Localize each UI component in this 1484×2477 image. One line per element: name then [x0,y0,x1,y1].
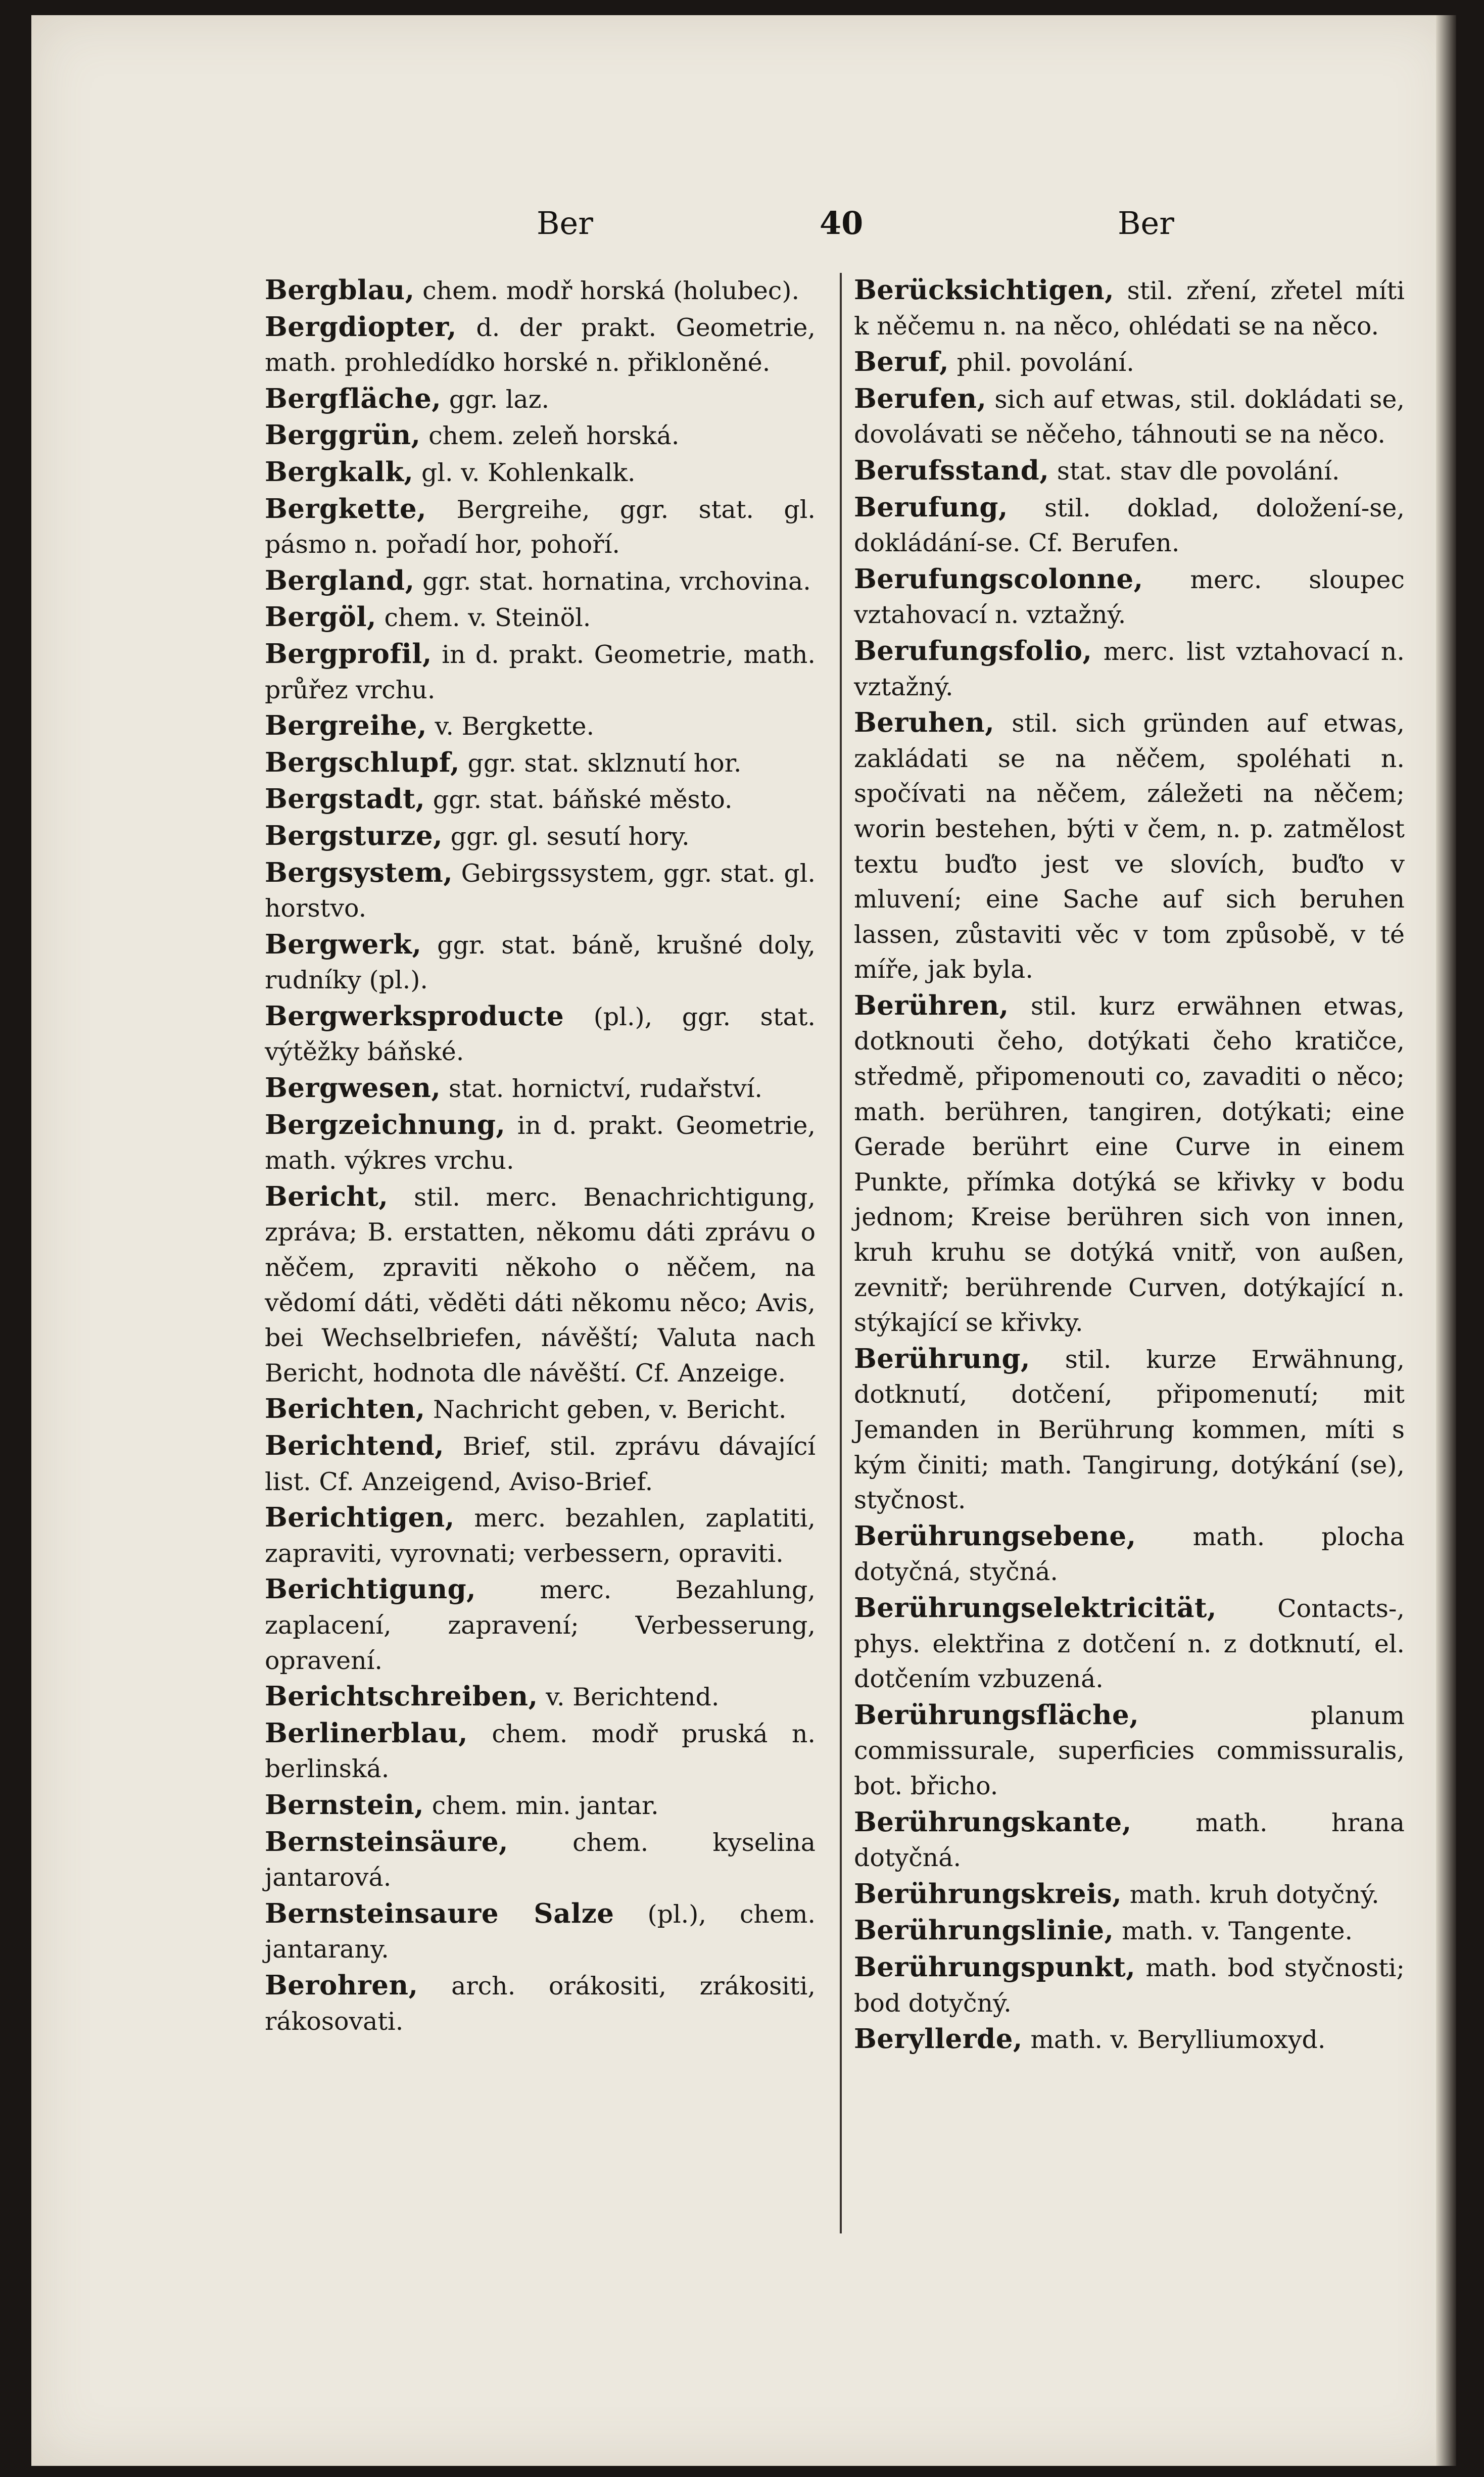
entry-headword: Berichtend, [265,1430,445,1461]
entry-definition: chem. kyselina jantarová. [265,1828,816,1892]
dictionary-entry [265,782,816,818]
entry-headword: Bergwesen, [265,1072,441,1104]
dictionary-entry [854,1805,1405,1876]
entry-definition: stil. doklad, doložení-se, dokládání-se. Cf. Berufen. [854,493,1405,558]
dictionary-entry [854,1591,1405,1697]
entry-headword: Berührungsebene, [854,1520,1136,1552]
entry-headword: Bericht, [265,1180,389,1212]
entry-definition: ggr. gl. sesutí hory. [443,822,690,851]
header-right-guide-word: Ber [1118,205,1174,242]
entry-definition: (pl.), chem. jantarany. [265,1899,816,1964]
dictionary-entry [265,1825,816,1895]
dictionary-page [31,15,1456,2466]
entry-headword: Bergfläche, [265,383,442,414]
dictionary-entry [854,382,1405,452]
dictionary-entry [265,1572,816,1678]
dictionary-entry [265,382,816,417]
dictionary-entry [854,562,1405,633]
entry-headword: Berichtigung, [265,1574,476,1605]
entry-definition: v. Berichtend. [538,1683,720,1712]
dictionary-entry [265,999,816,1070]
entry-definition: Nachricht geben, v. Bericht. [425,1395,787,1424]
entry-headword: Berührungselektricität, [854,1592,1217,1624]
dictionary-entry [854,1950,1405,2021]
entry-headword: Berufung, [854,491,1008,523]
column-divider [840,273,842,2233]
entry-headword: Beruf, [854,346,949,378]
dictionary-entry [854,988,1405,1341]
entry-headword: Berichtigen, [265,1502,455,1534]
entry-headword: Berührungslinie, [854,1915,1114,1946]
entry-definition: Bergreihe, ggr. stat. gl. pásmo n. pořadí hor, pohoří. [265,495,816,559]
dictionary-entry [854,453,1405,489]
entry-headword: Berufungscolonne, [854,563,1143,595]
entry-definition: ggr. laz. [441,385,550,414]
entry-definition: math. plocha dotyčná, styčná. [854,1522,1405,1587]
dictionary-entry [265,745,816,781]
entry-definition: math. hrana dotyčná. [854,1808,1405,1873]
entry-headword: Berührungspunkt, [854,1951,1136,1983]
entry-definition: ggr. stat. hornatina, vrchovina. [414,566,811,596]
left-column [265,273,816,2040]
entry-definition: v. Bergkette. [426,712,595,741]
entry-definition: arch. orákositi, zrákositi, rákosovati. [265,1971,816,2036]
entry-definition: d. der prakt. Geometrie, math. prohledídko horské n. přikloněné. [265,313,816,377]
entry-definition: sich auf etwas, stil. dokládati se, dovolávati se něčeho, táhnouti se na něco. [854,385,1405,449]
dictionary-entry [265,1716,816,1787]
entry-headword: Bergsturze, [265,820,443,851]
entry-headword: Bergöl, [265,601,376,633]
dictionary-entry [854,705,1405,987]
entry-definition: stil. merc. Benachrichtigung, zpráva; B. erstatten, někomu dáti zprávu o něčem, zpraviti někoho o něčem, na vědomí dáti, věděti dáti někomu něco; Avis, bei Wechselbriefen, návěští; Valuta nach Bericht, hodnota dle návěští. Cf. Anzeige. [265,1182,816,1388]
entry-headword: Beruhen, [854,707,995,739]
entry-headword: Berücksichtigen, [854,274,1115,306]
entry-headword: Bergstadt, [265,783,425,815]
entry-headword: Bergkette, [265,493,427,525]
dictionary-entry [854,1913,1405,1949]
entry-definition: chem. zeleň horská. [420,421,680,451]
entry-definition: in d. prakt. Geometrie, math. výkres vrchu. [265,1111,816,1175]
dictionary-entry [854,1698,1405,1804]
dictionary-entry [265,1108,816,1178]
entry-definition: merc. list vztahovací n. vztažný. [854,637,1405,701]
entry-headword: Beryllerde, [854,2023,1023,2055]
dictionary-entry [265,418,816,454]
dictionary-entry [854,273,1405,344]
entry-headword: Berührungsfläche, [854,1699,1139,1731]
dictionary-entry [854,634,1405,704]
entry-headword: Berührungskreis, [854,1878,1122,1910]
entry-definition: chem. modř pruská n. berlinská. [265,1719,816,1784]
dictionary-entry [265,1428,816,1499]
dictionary-entry [265,1679,816,1715]
entry-headword: Berühren, [854,989,1009,1021]
entry-definition: Contacts-, phys. elektřina z dotčení n. z dotknutí, el. dotčením vzbuzená. [854,1594,1405,1694]
dictionary-entry [265,637,816,707]
dictionary-entry [854,1877,1405,1913]
entry-definition: stil. kurze Erwähnung, dotknutí, dotčení, připomenutí; mit Jemanden in Berührung kommen, míti s kým činiti; math. Tangirung, dotýkání (se), styčnost. [854,1345,1405,1515]
entry-definition: ggr. stat. báně, krušné doly, rudníky (pl.). [265,930,816,995]
right-column [854,273,1405,2059]
entry-headword: Bergprofil, [265,638,432,670]
page-binding-shadow [1436,15,1456,2466]
entry-headword: Berufsstand, [854,454,1049,486]
dictionary-entry [265,1179,816,1391]
dictionary-entry [265,819,816,854]
entry-definition: stil. sich gründen auf etwas, zakládati se na něčem, spoléhati n. spočívati na něčem, záležeti na něčem; worin bestehen, býti v čem, n. p. zatmělost textu buďto jest ve slovích, buďto v mluvení; eine Sache auf sich beruhen lassen, zůstaviti věc v tom způsobě, v té míře, jak byla. [854,709,1405,984]
entry-definition: gl. v. Kohlenkalk. [413,458,636,487]
dictionary-entry [854,1342,1405,1518]
entry-headword: Bernstein, [265,1789,424,1821]
entry-headword: Berührungskante, [854,1806,1132,1838]
entry-definition: math. bod styčnosti; bod dotyčný. [854,1953,1405,2018]
entry-headword: Bergkalk, [265,456,414,488]
entry-definition: stil. kurz erwähnen etwas, dotknouti čeho, dotýkati čeho kratičce, středmě, připomenouti co, zavaditi o něco; math. berühren, tangiren, dotýkati; eine Gerade berührt eine Curve in einem Punkte, přímka dotýká se křivky v bodu jednom; Kreise berühren sich von innen, kruh kruhu se dotýká vnitř, von außen, zevnitř; berührende Curven, dotýkající n. stýkající se křivky. [854,991,1405,1338]
entry-definition: in d. prakt. Geometrie, math. průřez vrchu. [265,640,816,704]
entry-headword: Bergreihe, [265,710,427,742]
entry-headword: Berggrün, [265,419,421,451]
entry-definition: stat. hornictví, rudařství. [441,1074,762,1104]
entry-definition: stil. zření, zřetel míti k něčemu n. na něco, ohlédati se na něco. [854,276,1405,341]
entry-headword: Bergschlupf, [265,746,460,778]
entry-definition: merc. sloupec vztahovací n. vztažný. [854,565,1405,630]
dictionary-entry [265,455,816,491]
dictionary-entry [265,1071,816,1107]
dictionary-entry [265,310,816,380]
page-number: 40 [820,205,864,242]
dictionary-entry [265,492,816,562]
entry-headword: Bergblau, [265,274,415,306]
dictionary-entry [265,563,816,599]
dictionary-entry [265,1896,816,1967]
running-header [31,205,1456,255]
dictionary-entry [265,273,816,309]
dictionary-entry [265,1968,816,2039]
entry-definition: chem. modř horská (holubec). [414,276,800,305]
entry-definition: Gebirgssystem, ggr. stat. gl. horstvo. [265,859,816,923]
entry-definition: merc. Bezahlung, zaplacení, zapravení; Verbesserung, opravení. [265,1576,816,1675]
dictionary-entry [265,927,816,998]
entry-headword: Bergland, [265,564,415,596]
entry-definition: stat. stav dle povolání. [1049,456,1340,486]
entry-headword: Berichten, [265,1393,425,1425]
entry-headword: Berichtschreiben, [265,1681,538,1712]
entry-headword: Bernsteinsäure, [265,1826,508,1857]
entry-definition: merc. bezahlen, zaplatiti, zapraviti, vyrovnati; verbessern, opraviti. [265,1504,816,1568]
dictionary-entry [854,345,1405,380]
entry-headword: Bernsteinsaure Salze [265,1897,614,1929]
entry-definition: math. v. Berylliumoxyd. [1022,2025,1326,2055]
entry-definition: (pl.), ggr. stat. výtěžky báňské. [265,1002,816,1067]
header-left-guide-word: Ber [537,205,593,242]
entry-definition: Brief, stil. zprávu dávající list. Cf. Anzeigend, Aviso-Brief. [265,1432,816,1496]
dictionary-entry [265,600,816,636]
dictionary-entry [265,1392,816,1427]
entry-headword: Berufungsfolio, [854,635,1092,666]
entry-headword: Bergdiopter, [265,311,457,343]
entry-headword: Berührung, [854,1343,1031,1374]
entry-definition: planum commissurale, superficies commissuralis, bot. břicho. [854,1701,1405,1800]
dictionary-entry [265,1500,816,1571]
dictionary-entry [854,490,1405,561]
entry-definition: chem. min. jantar. [424,1791,659,1820]
entry-headword: Bergsystem, [265,856,453,888]
entry-definition: math. kruh dotyčný. [1122,1880,1379,1909]
entry-headword: Berufen, [854,383,987,414]
dictionary-entry [854,1519,1405,1590]
entry-headword: Berohren, [265,1969,418,2001]
entry-headword: Bergwerksproducte [265,1000,564,1032]
entry-headword: Bergzeichnung, [265,1109,506,1140]
entry-definition: math. v. Tangente. [1114,1917,1353,1946]
entry-definition: ggr. stat. sklznutí hor. [459,748,742,778]
entry-headword: Bergwerk, [265,928,422,960]
entry-definition: phil. povolání. [949,348,1134,377]
dictionary-entry [265,708,816,744]
entry-definition: chem. v. Steinöl. [376,603,591,633]
entry-definition: ggr. stat. báňské město. [425,785,733,815]
dictionary-entry [265,855,816,926]
dictionary-entry [265,1788,816,1824]
entry-headword: Berlinerblau, [265,1717,468,1749]
dictionary-entry [854,2022,1405,2058]
